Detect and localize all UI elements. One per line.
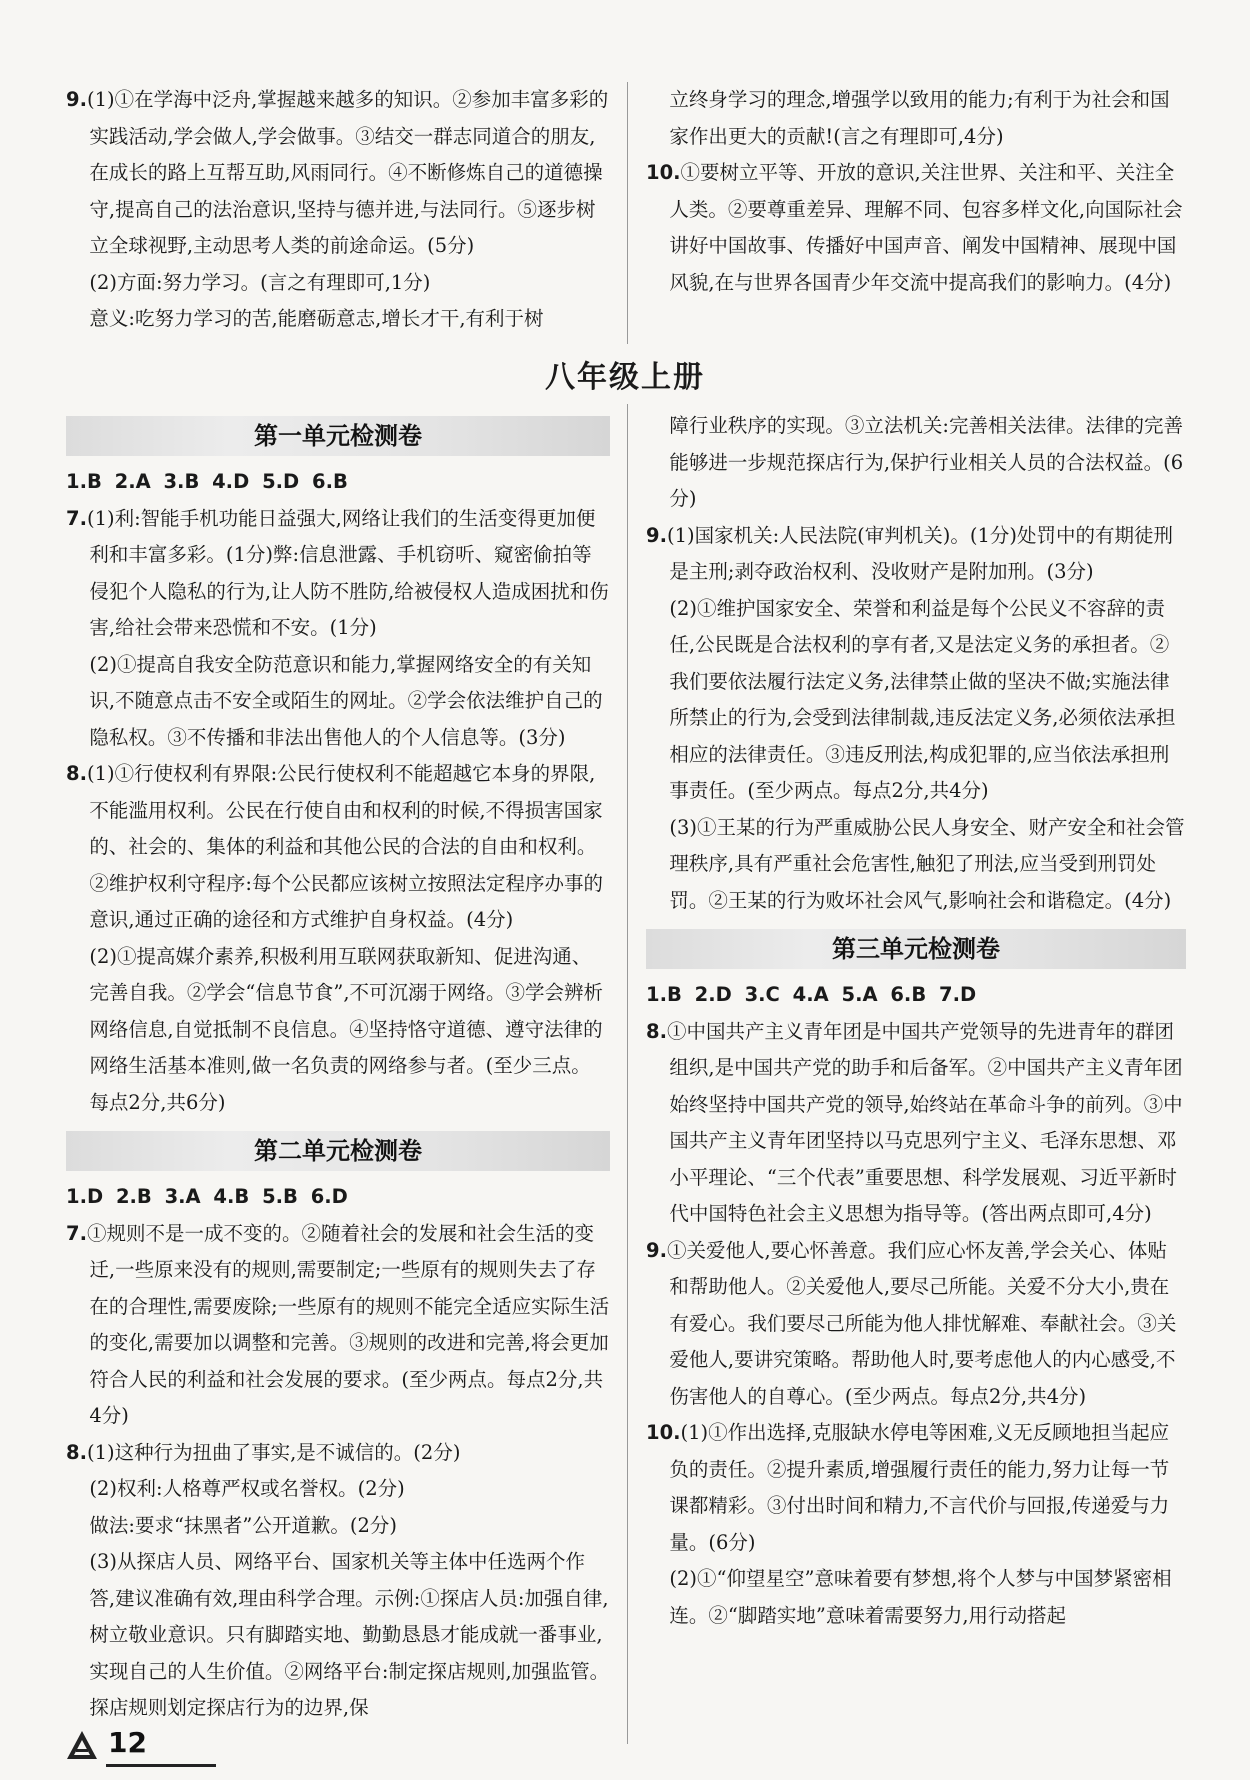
unit1-choices: 1.B 2.A 3.B 4.D 5.D 6.B xyxy=(66,470,348,493)
answer-item: 8.(1)这种行为扭曲了事实,是不诚信的。(2分) xyxy=(66,1440,461,1464)
column-divider xyxy=(627,404,628,1744)
answer-item: 7.(1)利:智能手机功能日益强大,网络让我们的生活变得更加便利和丰富多彩。(1分)弊:信息泄露、手机窃听、窥密偷拍等侵犯个人隐私的行为,让人防不胜防,给被侵权人造成困扰和伤害,给社会带来恐慌和不安。(1分) xyxy=(66,506,609,639)
answer-item: 9.①关爱他人,要心怀善意。我们应心怀友善,学会关心、体贴和帮助他人。②关爱他人,要尽己所能。关爱不分大小,贵在有爱心。我们要尽己所能为他人排忧解难、奉献社会。③关爱他人,要讲究策略。帮助他人时,要考虑他人的内心感受,不伤害他人的自尊心。(至少两点。每点2分,共4分) xyxy=(646,1238,1177,1408)
page-number: 12 xyxy=(108,1726,147,1759)
answer-item: 10.①要树立平等、开放的意识,关注世界、关注和平、关注全人类。②要尊重差异、理解不同、包容多样文化,向国际社会讲好中国故事、传播好中国声音、阐发中国精神、展现中国风貌,在与世界各国青少年交流中提高我们的影响力。(4分) xyxy=(646,161,1183,294)
answer-sub: (2)权利:人格尊严权或名誉权。(2分) xyxy=(89,1477,405,1500)
unit3-choices: 1.B 2.D 3.C 4.A 5.A 6.B 7.D xyxy=(646,983,977,1006)
bottom-right-column xyxy=(646,408,1186,1634)
answer-item: 9.(1)国家机关:人民法院(审判机关)。(1分)处罚中的有期徒刑是主刑;剥夺政治权利、没收财产是附加刑。(3分) xyxy=(646,523,1174,583)
answer-sub: (3)①王某的行为严重威胁公民人身安全、财产安全和社会管理秩序,具有严重社会危害性,触犯了刑法,应当受到刑罚处罚。②王某的行为败坏社会风气,影响社会和谐稳定。(4分) xyxy=(669,815,1185,912)
answer-sub: 意义:吃努力学习的苦,能磨砺意志,增长才干,有利于树 xyxy=(89,307,544,330)
answer-sub: (2)方面:努力学习。(言之有理即可,1分) xyxy=(89,270,431,294)
top-right-column xyxy=(646,82,1186,301)
bottom-left-column xyxy=(66,412,610,1727)
unit2-heading: 第二单元检测卷 xyxy=(66,1131,610,1171)
footer-rule xyxy=(106,1764,216,1767)
answer-item: 8.①中国共产主义青年团是中国共产党领导的先进青年的群团组织,是中国共产党的助手和后备军。②中国共产主义青年团始终坚持中国共产党的领导,始终站在革命斗争的前列。③中国共产主义青年团坚持以马克思列宁主义、毛泽东思想、邓小平理论、“三个代表”重要思想、科学发展观、习近平新时代中国特色社会主义思想为指导等。(答出两点即可,4分) xyxy=(646,1019,1183,1225)
answer-sub: (2)①提高媒介素养,积极利用互联网获取新知、促进沟通、完善自我。②学会“信息节食”,不可沉溺于网络。③学会辨析网络信息,自觉抵制不良信息。④坚持恪守道德、遵守法律的网络生活基本准则,做一名负责的网络参与者。(至少三点。每点2分,共6分) xyxy=(89,944,604,1114)
top-left-column xyxy=(66,82,610,338)
answer-sub: (3)从探店人员、网络平台、国家机关等主体中任选两个作答,建议准确有效,理由科学合理。示例:①探店人员:加强自律,树立敬业意识。只有脚踏实地、勤勤恳恳才能成就一番事业,实现自己的人生价值。②网络平台:制定探店规则,加强监管。探店规则划定探店行为的边界,保 xyxy=(89,1550,610,1719)
triangle-logo-icon xyxy=(66,1730,98,1760)
unit3-heading: 第三单元检测卷 xyxy=(646,929,1186,969)
answer-sub: (2)①维护国家安全、荣誉和利益是每个公民义不容辞的责任,公民既是合法权利的享有者,又是法定义务的承担者。②我们要依法履行法定义务,法律禁止做的坚决不做;实施法律所禁止的行为,会受到法律制裁,违反法定义务,必须依法承担相应的法律责任。③违反刑法,构成犯罪的,应当依法承担刑事责任。(至少两点。每点2分,共4分) xyxy=(669,596,1176,802)
answer-item: 7.①规则不是一成不变的。②随着社会的发展和社会生活的变迁,一些原来没有的规则,需要制定;一些原有的规则失去了存在的合理性,需要废除;一些原有的规则不能完全适应实际生活的变化,需要加以调整和完善。③规则的改进和完善,将会更加符合人民的利益和社会发展的要求。(至少两点。每点2分,共4分) xyxy=(66,1221,610,1427)
answer-sub: (2)①“仰望星空”意味着要有梦想,将个人梦与中国梦紧密相连。②“脚踏实地”意味着需要努力,用行动搭起 xyxy=(669,1567,1172,1627)
unit2-choices: 1.D 2.B 3.A 4.B 5.B 6.D xyxy=(66,1185,348,1208)
grade-title: 八年级上册 xyxy=(545,360,705,395)
answer-sub: 做法:要求“抹黑者”公开道歉。(2分) xyxy=(89,1513,398,1537)
unit1-heading: 第一单元检测卷 xyxy=(66,416,610,456)
answer-sub: 障行业秩序的实现。③立法机关:完善相关法律。法律的完善能够进一步规范探店行为,保护行业相关人员的合法权益。(6分) xyxy=(669,414,1184,510)
answer-sub: (2)①提高自我安全防范意识和能力,掌握网络安全的有关知识,不随意点击不安全或陌生的网址。②学会依法维护自己的隐私权。③不传播和非法出售他人的个人信息等。(3分) xyxy=(89,652,603,749)
answer-item: 10.(1)①作出选择,克服缺水停电等困难,义无反顾地担当起应负的责任。②提升素质,增强履行责任的能力,努力让每一节课都精彩。③付出时间和精力,不言代价与回报,传递爱与力量。(6分) xyxy=(646,1421,1170,1554)
answer-item: 8.(1)①行使权利有界限:公民行使权利不能超越它本身的界限,不能滥用权利。公民在行使自由和权利的时候,不得损害国家的、社会的、集体的利益和其他公民的合法的自由和权利。②维护权利守程序:每个公民都应该树立按照法定程序办事的意识,通过正确的途径和方式维护自身权益。(4分) xyxy=(66,762,603,931)
answer-sub: 立终身学习的理念,增强学以致用的能力;有利于为社会和国家作出更大的贡献!(言之有理即可,4分) xyxy=(669,88,1170,148)
answer-item: 9.(1)①在学海中泛舟,掌握越来越多的知识。②参加丰富多彩的实践活动,学会做人,学会做事。③结交一群志同道合的朋友,在成长的路上互帮互助,风雨同行。④不断修炼自己的道德操守,提高自己的法治意识,坚持与德并进,与法同行。⑤逐步树立全球视野,主动思考人类的前途命运。(5分) xyxy=(66,88,609,257)
column-divider xyxy=(627,82,628,344)
